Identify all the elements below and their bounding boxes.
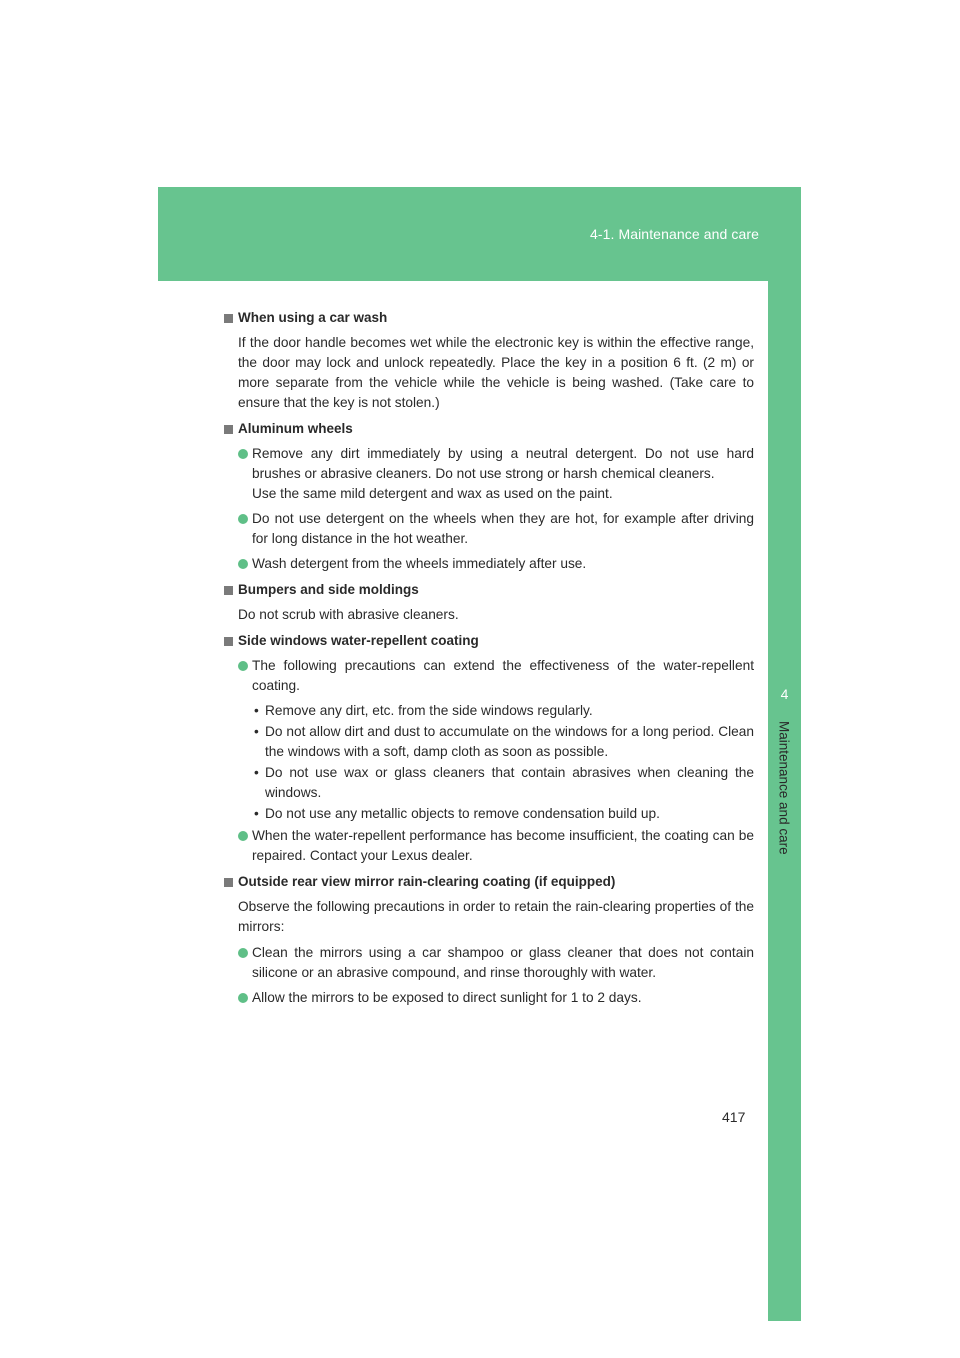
bullet-item [224,943,754,983]
page-content [224,308,754,1014]
bullet-text-extra: Use the same mild detergent and wax as used on the paint. [252,486,613,501]
page-number: 417 [722,1109,746,1125]
square-bullet-icon [224,637,233,646]
circle-bullet-icon [238,993,248,1003]
section-bumpers [224,580,754,625]
section-heading-text: When using a car wash [238,310,388,325]
bullet-text: Clean the mirrors using a car shampoo or glass cleaner that does not contain silicone or an abrasive compound, and rinse thoroughly with water. [252,945,754,980]
section-heading [224,580,754,600]
section-mirror-coating [224,872,754,1008]
bullet-text: The following precautions can extend the effectiveness of the water-repellent coating. [252,658,754,693]
dot-icon: • [254,806,259,821]
sub-list-text: Remove any dirt, etc. from the side windows regularly. [265,703,593,718]
section-aluminum-wheels [224,419,754,574]
header-band [158,187,801,281]
section-heading [224,631,754,651]
bullet-item [224,444,754,504]
bullet-item [224,509,754,549]
dot-icon: • [254,724,259,739]
paragraph: Observe the following precautions in order to retain the rain-clearing properties of the mirrors: [238,899,754,934]
chapter-label: Maintenance and care [776,721,792,855]
bullet-text: Allow the mirrors to be exposed to direct sunlight for 1 to 2 days. [252,990,642,1005]
dot-icon: • [254,765,259,780]
circle-bullet-icon [238,831,248,841]
paragraph: If the door handle becomes wet while the electronic key is within the effective range, the door may lock and unlock repeatedly. Place the key in a position 6 ft. (2 m) or more separate from the vehicle while the vehicle is being washed. (Take care to ensure that the key is not stolen.) [238,335,754,410]
bullet-text: Do not use detergent on the wheels when they are hot, for example after driving for long distance in the hot weather. [252,511,754,546]
paragraph: Do not scrub with abrasive cleaners. [238,607,459,622]
section-heading-text: Outside rear view mirror rain-clearing coating (if equipped) [238,874,616,889]
circle-bullet-icon [238,661,248,671]
circle-bullet-icon [238,948,248,958]
square-bullet-icon [224,314,233,323]
bullet-item [224,988,754,1008]
sub-list-text: Do not use any metallic objects to remove condensation build up. [265,806,660,821]
sub-list-item [224,701,754,721]
sub-list-item [224,763,754,803]
dot-icon: • [254,703,259,718]
bullet-item [224,656,754,696]
section-heading-text: Bumpers and side moldings [238,582,419,597]
section-heading [224,308,754,328]
bullet-text: Remove any dirt immediately by using a neutral detergent. Do not use hard brushes or abrasive cleaners. Do not use strong or harsh chemical cleaners. [252,446,754,481]
section-heading [224,872,754,892]
section-heading-text: Aluminum wheels [238,421,353,436]
section-car-wash [224,308,754,413]
square-bullet-icon [224,425,233,434]
sub-list-text: Do not use wax or glass cleaners that contain abrasives when cleaning the windows. [265,765,754,800]
sub-list-text: Do not allow dirt and dust to accumulate on the windows for a long period. Clean the windows with a soft, damp cloth as soon as possible. [265,724,754,759]
section-title: 4-1. Maintenance and care [589,226,759,242]
section-water-repellent [224,631,754,866]
square-bullet-icon [224,586,233,595]
bullet-item [224,826,754,866]
section-heading [224,419,754,439]
bullet-item [224,554,754,574]
circle-bullet-icon [238,449,248,459]
section-heading-text: Side windows water-repellent coating [238,633,479,648]
chapter-number: 4 [780,686,789,702]
circle-bullet-icon [238,514,248,524]
chapter-side-tab [768,281,801,1321]
sub-list-item [224,804,754,824]
square-bullet-icon [224,878,233,887]
circle-bullet-icon [238,559,248,569]
bullet-text: When the water-repellent performance has become insufficient, the coating can be repaired. Contact your Lexus dealer. [252,828,754,863]
sub-list-item [224,722,754,762]
bullet-text: Wash detergent from the wheels immediately after use. [252,556,587,571]
sub-list [224,701,754,824]
